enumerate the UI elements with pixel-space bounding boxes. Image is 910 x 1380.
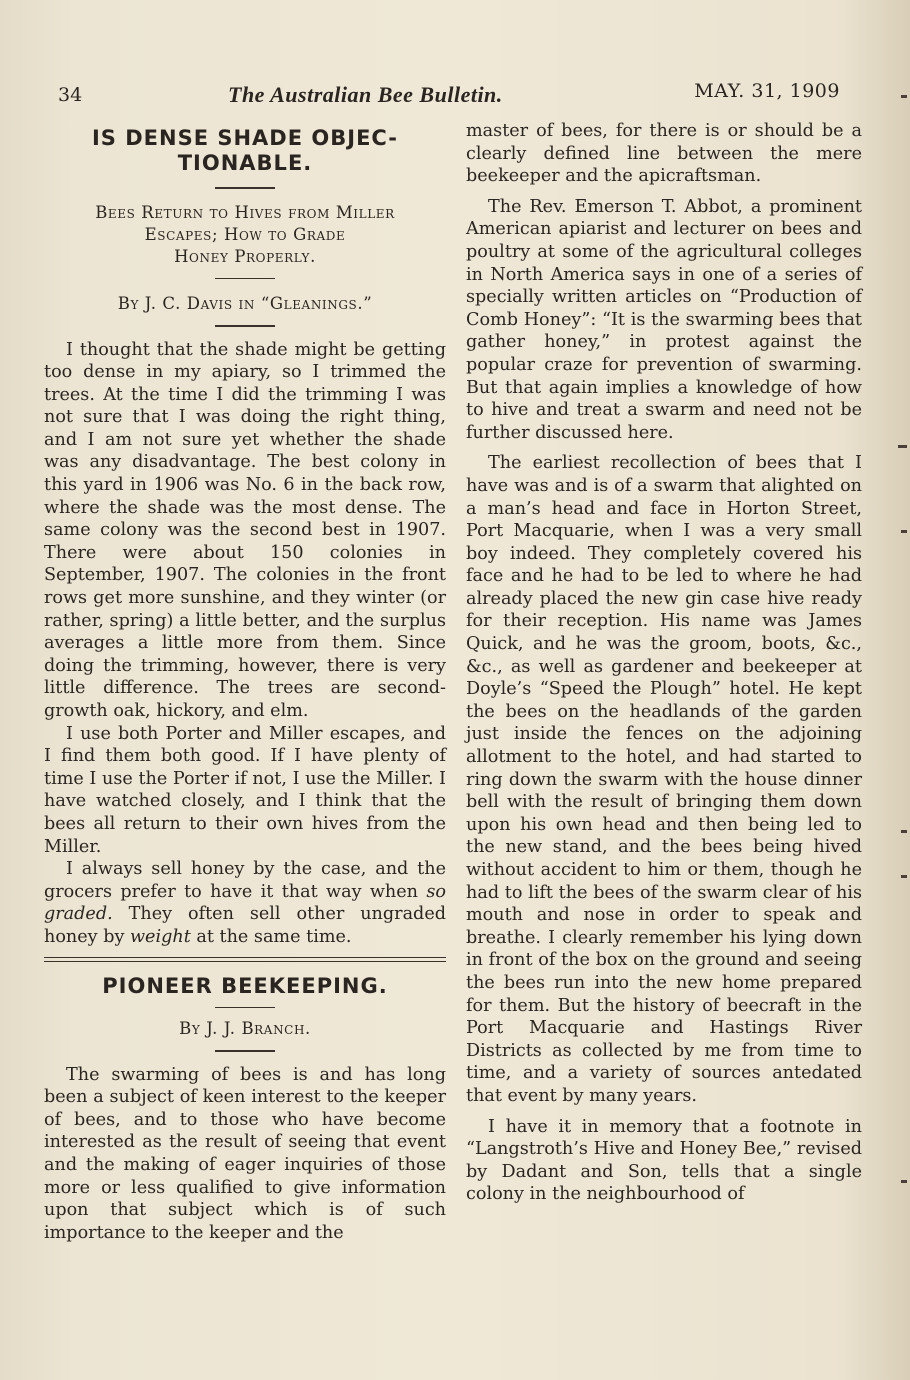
article-divider [44, 957, 446, 962]
byline-rule [215, 1050, 275, 1052]
right-column [466, 120, 862, 1206]
edge-mark [901, 1180, 907, 1183]
edge-mark [901, 830, 907, 833]
article-byline: By J. C. Davis in “Gleanings.” [117, 294, 373, 313]
page-edge-marks [896, 0, 910, 1380]
article-byline: By J. J. Branch. [179, 1019, 311, 1039]
running-header [58, 80, 840, 112]
paragraph: The swarming of bees is and has long been a subject of keen interest to the keeper of bees, and to those who have become interested as the result of seeing that event and the making of eager inquiries of those more or less qualified to give information upon that subject which is of such importance to the keeper and the [44, 1064, 446, 1243]
paragraph-text: I always sell honey by the case, and the grocers prefer to have it that way when [44, 859, 446, 902]
paragraph: I have it in memory that a footnote in “Langstroth’s Hive and Honey Bee,” revised by Dadant and Son, tells that a single colony in the neighbourhood of [466, 1116, 862, 1205]
edge-mark [901, 875, 907, 878]
left-column [44, 120, 446, 1244]
italic-text: so graded. [44, 881, 446, 925]
edge-mark [901, 95, 907, 98]
article-subtitle-line2: Escapes; How to Grade [144, 224, 346, 244]
article-title-line2: TIONABLE. [177, 151, 313, 175]
paragraph [44, 858, 446, 948]
paragraph: master of bees, for there is or should be a clearly defined line between the mere beekeeper and the apicraftsman. [466, 121, 862, 187]
article-subtitle-line1: Bees Return to Hives from Miller [95, 202, 395, 222]
paragraph: The earliest recollection of bees that I have was and is of a swarm that alighted on a man’s head and face in Horton Street, Port Macquarie, when I was a very small boy indeed. They completely covered his face and he had to be led to where he had already placed the new gin case hive ready for their reception. His name was James Quick, and he was the groom, boots, &c., &c., as well as gardener and beekeeper at Doyle’s “Speed the Plough” hotel. He kept the bees on the headlands of the garden just inside the fences on the adjoining allotment to the hotel, and had started to ring down the swarm with the house dinner bell with the result of bringing them down upon his own head and then being led to the new stand, and the bees being hived without accident to him or them, though he had to lift the bees of the swarm clear of his mouth and nose in order to speak and breathe. I clearly remember his lying down in front of the box on the ground and seeing the bees run into the new home prepared for them. But the history of beecraft in the Port Macquarie and Hastings River Districts as collected by me from time to time, and a variety of sources antedated that event by many years. [466, 453, 862, 1106]
paragraph: I thought that the shade might be getting too dense in my apiary, so I trimmed the trees. At the time I did the trimming I was not sure that I was doing the right thing, and I am not sure yet whether the shade was any disadvantage. The best colony in this yard in 1906 was No. 6 in the back row, where the shade was the most dense. The same colony was the second best in 1907. There were about 150 colonies in September, 1907. The colonies in the front rows get more sunshine, and they winter (or rather, spring) a little better, and the surplus averages a little more from them. Since doing the trimming, however, there is very little difference. The trees are second-growth oak, hickory, and elm. [44, 339, 446, 721]
article-title-line1: IS DENSE SHADE OBJEC- [91, 126, 399, 150]
byline-rule [215, 325, 275, 327]
article-title: PIONEER BEEKEEPING. [102, 973, 388, 998]
italic-text: weight [130, 926, 191, 947]
article-dense-shade [44, 126, 446, 949]
edge-mark [901, 530, 907, 533]
article-pioneer-beekeeping [44, 974, 446, 1245]
article-subtitle-line3: Honey Properly. [174, 246, 316, 266]
subtitle-rule [215, 278, 275, 280]
paragraph-text: at the same time. [190, 926, 352, 947]
paragraph-text: They often sell other ungraded honey by [44, 904, 446, 947]
paragraph: The Rev. Emerson T. Abbot, a prominent American apiarist and lecturer on bees and poultry at some of the agricultural colleges in North America says in one of a series of specially written articles on “Production of Comb Honey”: “It is the swarming bees that gather honey,” in protest against the popular craze for prevention of swarming. But that again implies a knowledge of how to hive and treat a swarm and need not be further discussed here. [466, 196, 862, 443]
title-rule [215, 187, 275, 189]
paragraph: I use both Porter and Miller escapes, and I find them both good. If I have plenty of time I use the Porter if not, I use the Miller. I have watched closely, and I think that the bees all return to their own hives from the Miller. [44, 723, 446, 857]
edge-mark [898, 445, 907, 448]
title-rule [215, 1007, 275, 1009]
issue-date: MAY. 31, 1909 [694, 80, 840, 102]
journal-title: The Australian Bee Bulletin. [228, 82, 503, 107]
page-number: 34 [58, 84, 83, 106]
